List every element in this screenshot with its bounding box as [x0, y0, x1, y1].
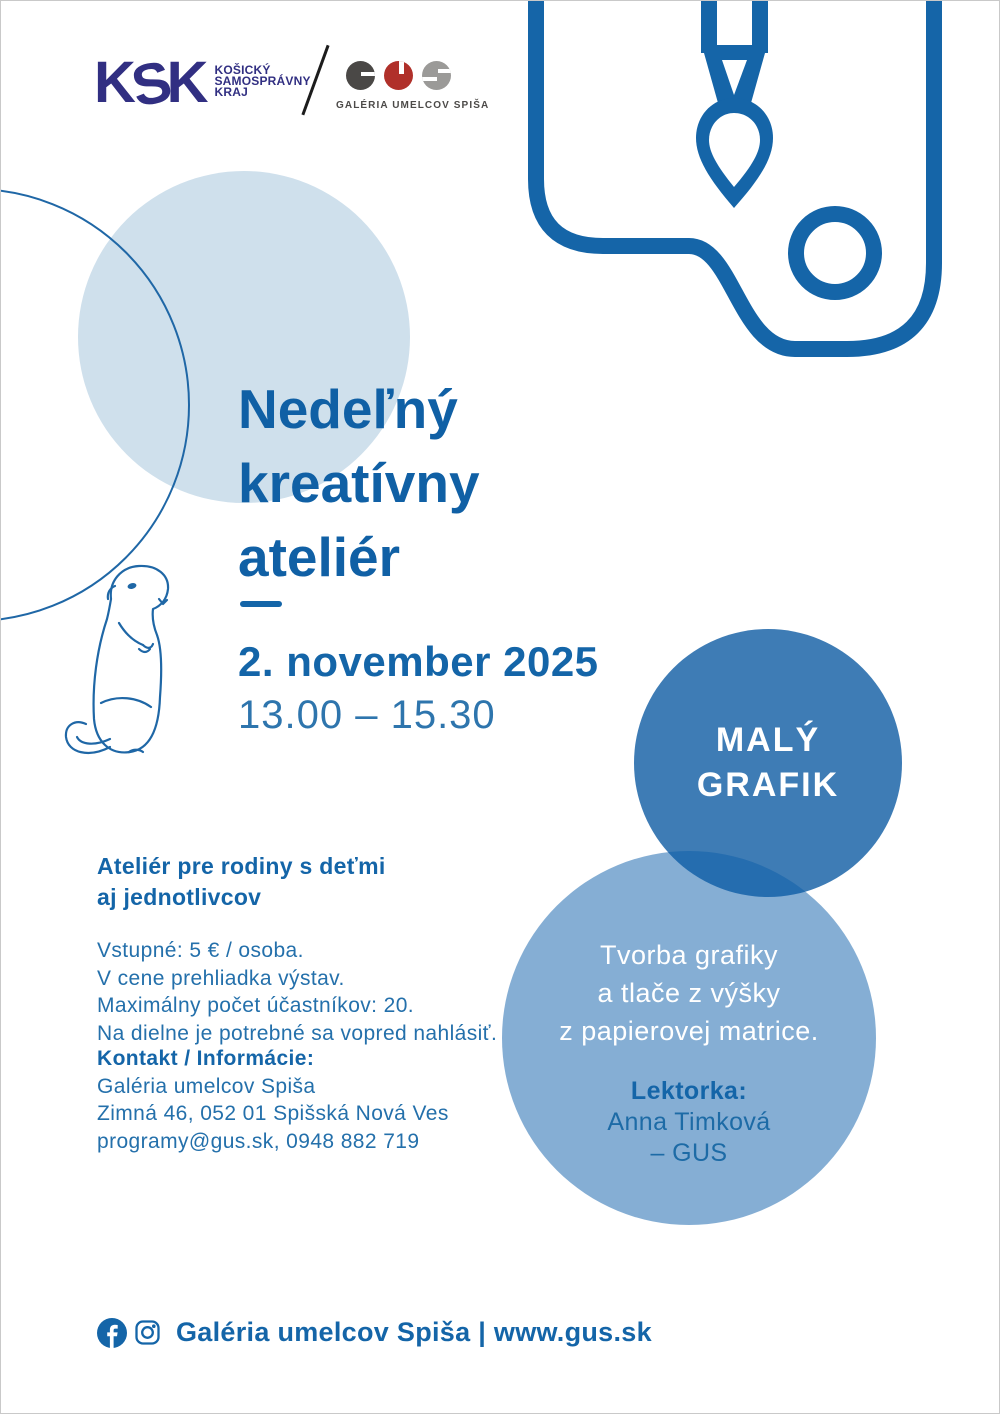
audience-heading: Ateliér pre rodiny s deťmi aj jednotlivcov — [97, 853, 386, 910]
gus-u-mark — [384, 61, 413, 90]
marmot-illustration — [59, 553, 209, 765]
title-line: kreatívny — [238, 452, 480, 514]
event-time: 13.00 – 15.30 — [238, 693, 496, 737]
contact-line: Zimná 46, 052 01 Spišská Nová Ves — [97, 1102, 449, 1125]
event-date: 2. november 2025 — [238, 638, 599, 685]
ksk-logo — [94, 49, 311, 120]
instagram-icon — [134, 1319, 161, 1346]
contact-line: Galéria umelcov Spiša — [97, 1074, 316, 1098]
ksk-logo-caption: KOŠICKÝ SAMOSPRÁVNY KRAJ — [214, 63, 311, 99]
contact-heading: Kontakt / Informácie: — [97, 1047, 315, 1070]
event-description: Tvorba grafiky a tlače z výšky z papierovej matrice. — [559, 940, 819, 1046]
detail-line: V cene prehliadka výstav. — [97, 966, 345, 990]
gus-g-mark — [346, 61, 375, 90]
title-line: ateliér — [238, 526, 401, 588]
footer-text: Galéria umelcov Spiša | www.gus.sk — [176, 1317, 652, 1347]
detail-line: Vstupné: 5 € / osoba. — [97, 939, 304, 962]
gus-logo-caption: GALÉRIA UMELCOV SPIŠA — [336, 100, 490, 111]
facebook-icon — [97, 1318, 127, 1348]
lecturer-heading: Lektorka: — [630, 1077, 748, 1105]
gus-logo-marks — [346, 61, 451, 90]
paintbrush-icon — [696, 1, 773, 208]
event-title — [238, 372, 480, 594]
ksk-logo-letters: KSK — [94, 49, 205, 120]
lecturer-name: Anna Timková — [607, 1108, 771, 1136]
gus-s-mark — [422, 61, 451, 90]
badge-text: MALÝ GRAFIK — [696, 721, 840, 804]
detail-line: Maximálny počet účastníkov: 20. — [97, 994, 415, 1017]
event-details — [97, 937, 497, 1047]
title-line: Nedeľný — [238, 378, 458, 440]
footer — [97, 1317, 652, 1348]
paint-ring-icon — [796, 214, 874, 292]
title-dash — [240, 601, 282, 607]
lecturer-org: – GUS — [650, 1139, 728, 1167]
contact-line: programy@gus.sk, 0948 882 719 — [97, 1129, 420, 1153]
contact-block — [97, 1045, 449, 1155]
paintbrush-canvas-illustration — [501, 1, 1000, 371]
lecturer-block — [502, 1076, 876, 1169]
gus-logo — [336, 61, 490, 111]
detail-line: Na dielne je potrebné sa vopred nahlásiť. — [97, 1021, 498, 1045]
